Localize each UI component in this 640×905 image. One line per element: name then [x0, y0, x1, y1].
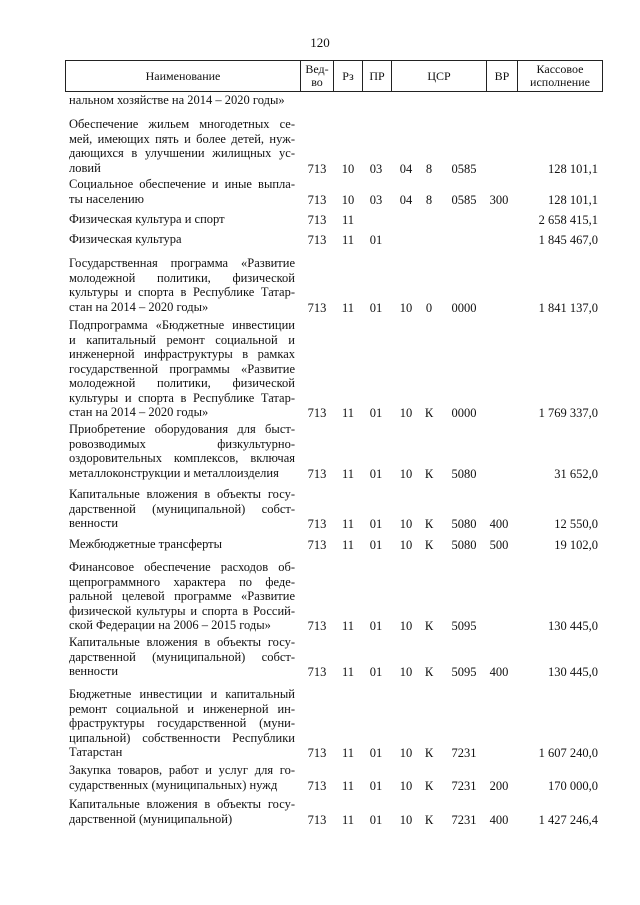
row-name-line: культуры и спорта в Республике Татар- [69, 285, 295, 299]
row-sum: 2 658 415,1 [538, 213, 598, 227]
row-c2: К [424, 778, 434, 793]
row-name [69, 256, 295, 314]
row-name-line: ровозводимых физкультурно- [69, 436, 295, 451]
header-vr: ВР [487, 61, 518, 92]
row-c2: К [424, 538, 434, 552]
row-name [69, 212, 295, 227]
row-sum: 1 845 467,0 [538, 233, 598, 247]
row-c2: К [424, 746, 434, 760]
row-sum: 1 607 240,0 [538, 746, 598, 760]
row-name-line: Капитальные вложения в объекты госу- [69, 635, 295, 649]
row-name [69, 763, 295, 792]
row-rz: 10 [341, 161, 355, 176]
row-pr: 01 [369, 300, 383, 315]
row-sum: 1 427 246,4 [538, 812, 598, 827]
row-name-line: ты населению [69, 191, 144, 206]
header-name: Наименование [66, 61, 301, 92]
row-rz: 11 [341, 778, 355, 793]
row-name-line: ральной целевой программе «Развитие [69, 589, 295, 603]
row-name-line: молодежной политики, физической [69, 270, 295, 285]
row-name-line: Государственная программа «Развитие [69, 256, 295, 270]
row-name-line: Закупка товаров, работ и услуг для го- [69, 763, 295, 777]
row-c2: К [424, 665, 434, 679]
row-name-line: дарственной (муниципальной) собст- [69, 649, 295, 664]
row-name-line: ской Федерации на 2006 – 2015 годы» [69, 618, 271, 632]
row-pr: 01 [369, 619, 383, 633]
header-rz: Рз [334, 61, 363, 92]
row-name-line: стан на 2014 – 2020 годы» [69, 299, 209, 314]
row-pr: 01 [369, 517, 383, 531]
row-ved: 713 [307, 665, 327, 679]
row-name-line: венности [69, 664, 119, 678]
row-name [69, 487, 295, 531]
row-c3: 5095 [451, 619, 477, 633]
row-name-line: дающихся в улучшении жилищных ус- [69, 146, 295, 160]
row-name-line: молодежной политики, физической [69, 376, 295, 390]
row-c2: К [424, 466, 434, 481]
row-vr: 300 [489, 192, 509, 207]
row-c2: 8 [425, 161, 433, 176]
row-name-line: Приобретение оборудования для быст- [69, 422, 295, 436]
row-name [69, 560, 295, 633]
header-ved-line1: Вед- [305, 62, 329, 76]
row-name-line: металлоконструкции и металлоизделия [69, 465, 279, 480]
row-name [69, 797, 295, 826]
header-ved-line2: во [311, 75, 323, 89]
row-name [69, 537, 295, 552]
row-c3: 5095 [451, 665, 477, 679]
row-sum: 128 101,1 [548, 161, 598, 176]
row-sum: 1 769 337,0 [538, 406, 598, 420]
row-vr: 200 [489, 778, 509, 793]
row-name-line: Социальное обеспечение и иные выпла- [69, 177, 295, 191]
row-rz: 11 [341, 213, 355, 227]
row-name-line: Капитальные вложения в объекты госу- [69, 797, 295, 811]
row-name-line: физической культуры и спорта в Россий- [69, 603, 295, 618]
row-ved: 713 [307, 746, 327, 760]
row-name-line: ловий [69, 160, 101, 175]
row-name-line: щепрограммного характера по феде- [69, 574, 295, 589]
row-c3: 0000 [451, 300, 477, 315]
row-name-line: нальном хозяйстве на 2014 – 2020 годы» [69, 93, 285, 107]
row-name-line: сударственных (муниципальных) нужд [69, 777, 278, 792]
row-c1: 10 [399, 517, 413, 531]
row-c1: 10 [399, 619, 413, 633]
row-c1: 04 [399, 161, 413, 176]
row-c2: К [424, 619, 434, 633]
row-sum: 1 841 137,0 [538, 300, 598, 315]
row-c2: 0 [425, 300, 433, 315]
row-sum: 130 445,0 [548, 665, 598, 679]
header-pr: ПР [363, 61, 392, 92]
row-name-line: дарственной (муниципальной) [69, 811, 233, 826]
row-c3: 5080 [451, 466, 477, 481]
row-rz: 11 [341, 812, 355, 827]
row-ved: 713 [307, 300, 327, 315]
row-name-line: венности [69, 516, 119, 530]
row-c1: 10 [399, 538, 413, 552]
row-pr: 01 [369, 778, 383, 793]
row-rz: 11 [341, 300, 355, 315]
row-rz: 11 [341, 233, 355, 247]
row-name [69, 635, 295, 679]
row-pr: 01 [369, 538, 383, 552]
row-name-line: Финансовое обеспечение расходов об- [69, 560, 295, 574]
row-c1: 10 [399, 778, 413, 793]
row-c1: 04 [399, 192, 413, 207]
row-c3: 5080 [451, 538, 477, 552]
row-name [69, 232, 295, 247]
row-name-line: Бюджетные инвестиции и капитальный [69, 687, 295, 701]
row-name-line: Обеспечение жильем многодетных се- [69, 117, 295, 131]
row-name-line: фраструктуры государственной (муни- [69, 716, 295, 730]
row-ved: 713 [307, 517, 327, 531]
row-name [69, 687, 295, 760]
row-pr: 01 [369, 466, 383, 481]
header-sum-line1: Кассовое [536, 62, 584, 76]
row-name-line: культуры и спорта в Республике Татар- [69, 390, 295, 405]
row-rz: 11 [341, 746, 355, 760]
row-vr: 500 [489, 538, 509, 552]
row-rz: 11 [341, 406, 355, 420]
row-c3: 7231 [451, 812, 477, 827]
row-name-line: Физическая культура [69, 232, 182, 246]
row-pr: 01 [369, 812, 383, 827]
row-c2: К [424, 812, 434, 827]
row-pr: 01 [369, 665, 383, 679]
row-ved: 713 [307, 161, 327, 176]
row-ved: 713 [307, 812, 327, 827]
row-c1: 10 [399, 466, 413, 481]
row-c3: 0585 [451, 192, 477, 207]
row-c3: 0585 [451, 161, 477, 176]
row-c2: К [424, 406, 434, 420]
row-name-line: мей, имеющих пять и более детей, нуж- [69, 131, 295, 146]
row-rz: 11 [341, 538, 355, 552]
row-rz: 11 [341, 665, 355, 679]
row-c3: 7231 [451, 778, 477, 793]
row-pr: 03 [369, 161, 383, 176]
row-vr: 400 [489, 812, 509, 827]
row-vr: 400 [489, 517, 509, 531]
row-sum: 170 000,0 [548, 778, 598, 793]
row-c1: 10 [399, 406, 413, 420]
row-name-line: государственной программы «Развитие [69, 361, 295, 376]
row-sum: 130 445,0 [548, 619, 598, 633]
row-name-line: инженерной инфраструктуры в рамках [69, 347, 295, 361]
row-c1: 10 [399, 665, 413, 679]
row-c1: 10 [399, 746, 413, 760]
row-name [69, 318, 295, 420]
row-c1: 10 [399, 812, 413, 827]
row-ved: 713 [307, 213, 327, 227]
row-ved: 713 [307, 466, 327, 481]
row-rz: 11 [341, 466, 355, 481]
row-pr: 01 [369, 746, 383, 760]
row-name-line: Татарстан [69, 745, 123, 759]
row-ved: 713 [307, 538, 327, 552]
row-c3: 5080 [451, 517, 477, 531]
row-ved: 713 [307, 778, 327, 793]
row-c1: 10 [399, 300, 413, 315]
row-name-line: Подпрограмма «Бюджетные инвестиции [69, 318, 295, 332]
row-sum: 19 102,0 [554, 538, 598, 552]
row-c2: 8 [425, 192, 433, 207]
page-number: 120 [310, 35, 330, 50]
row-name-line: оздоровительных комплексов, включая [69, 451, 295, 465]
row-ved: 713 [307, 192, 327, 207]
row-c3: 7231 [451, 746, 477, 760]
row-c2: К [424, 517, 434, 531]
row-name [69, 117, 295, 175]
header-sum-line2: исполнение [530, 75, 590, 89]
row-pr: 01 [369, 233, 383, 247]
row-pr: 03 [369, 192, 383, 207]
row-rz: 10 [341, 192, 355, 207]
header-csr: ЦСР [392, 61, 487, 92]
row-name [69, 177, 295, 206]
row-name [69, 422, 295, 480]
row-ved: 713 [307, 619, 327, 633]
row-ved: 713 [307, 233, 327, 247]
row-ved: 713 [307, 406, 327, 420]
row-name-line: стан на 2014 – 2020 годы» [69, 405, 209, 419]
row-vr: 400 [489, 665, 509, 679]
row-sum: 128 101,1 [548, 192, 598, 207]
row-name-line: Межбюджетные трансферты [69, 537, 223, 551]
row-name-line: и капитальный ремонт социальной и [69, 332, 295, 347]
row-c3: 0000 [451, 406, 477, 420]
row-name-line: ремонт социальной и инженерной ин- [69, 701, 295, 716]
row-rz: 11 [341, 517, 355, 531]
row-name-line: ципальной) собственности Республики [69, 730, 295, 745]
row-name-line: Капитальные вложения в объекты госу- [69, 487, 295, 501]
row-rz: 11 [341, 619, 355, 633]
row-sum: 12 550,0 [554, 517, 598, 531]
row-name-line: Физическая культура и спорт [69, 212, 225, 226]
row-sum: 31 652,0 [554, 466, 598, 481]
row-pr: 01 [369, 406, 383, 420]
row-name-line: дарственной (муниципальной) собст- [69, 501, 295, 516]
row-name [69, 93, 295, 108]
